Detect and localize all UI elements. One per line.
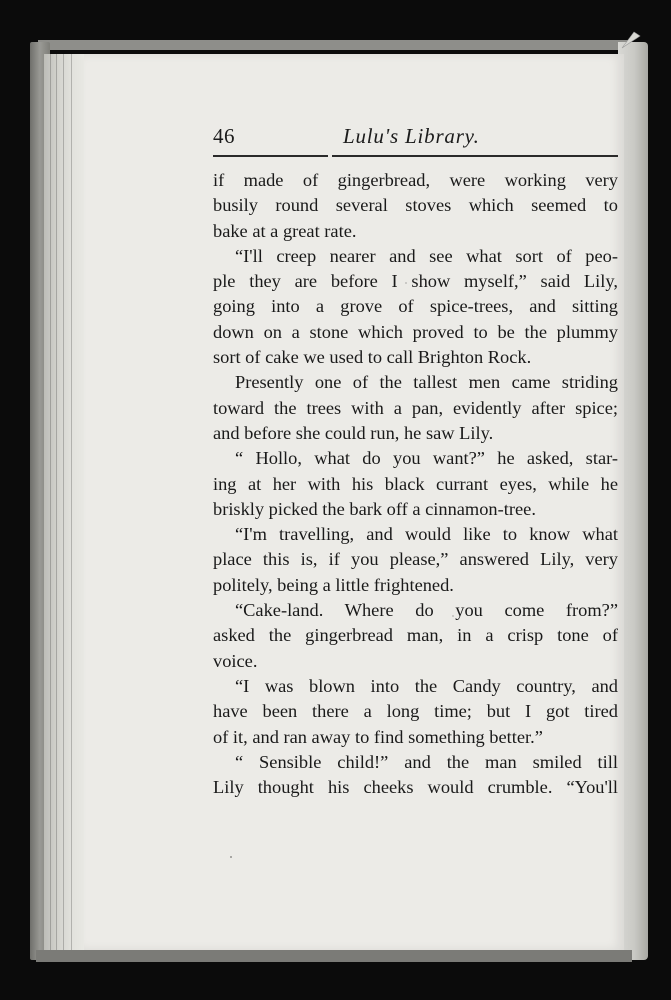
text-line: politely, being a little frightened. — [213, 574, 454, 595]
text-line: Lily thought his cheeks would crumble. “You'll — [213, 777, 618, 798]
text-line: place this is, if you please,” answered Lily, very — [213, 549, 618, 570]
body-text — [213, 168, 618, 800]
text-line: “I'm travelling, and would like to know what — [235, 524, 618, 545]
text-line: ing at her with his black currant eyes, while he — [213, 473, 618, 494]
text-line: down on a stone which proved to be the plummy — [213, 321, 618, 342]
text-line: toward the trees with a pan, evidently after spice; — [213, 397, 618, 418]
text-line: briskly picked the bark off a cinnamon-tree. — [213, 498, 536, 519]
text-line: if made of gingerbread, were working very — [213, 170, 618, 190]
book-cover-bottom-edge — [36, 950, 632, 962]
text-line: asked the gingerbread man, in a crisp tone of — [213, 625, 618, 646]
page-number: 46 — [213, 124, 235, 148]
paper-speck — [230, 856, 232, 858]
page-gutter — [44, 54, 84, 950]
running-title: Lulu's Library. — [343, 124, 480, 148]
running-head — [213, 118, 618, 148]
text-line: have been there a long time; but I got tired — [213, 701, 618, 722]
text-line: voice. — [213, 650, 258, 671]
paper-speck — [452, 615, 454, 617]
header-rule-left — [213, 155, 328, 157]
page-corner-curl — [620, 28, 642, 50]
text-line: “I was blown into the Candy country, and — [235, 675, 618, 696]
text-line: Presently one of the tallest men came striding — [235, 372, 618, 393]
text-line: sort of cake we used to call Brighton Rock. — [213, 347, 532, 368]
text-line: “ Hollo, what do you want?” he asked, star- — [235, 448, 618, 469]
text-line: bake at a great rate. — [213, 220, 357, 241]
paper-speck — [405, 282, 407, 284]
text-line: busily round several stoves which seemed to — [213, 195, 618, 216]
text-line: going into a grove of spice-trees, and sitting — [213, 296, 618, 317]
text-line: “I'll creep nearer and see what sort of peo- — [235, 245, 618, 266]
text-line: ple they are before I show myself,” said Lily, — [213, 271, 618, 292]
text-line: “ Sensible child!” and the man smiled till — [235, 751, 618, 772]
text-line: and before she could run, he saw Lily. — [213, 422, 494, 443]
text-line: of it, and ran away to find something better.” — [213, 726, 543, 747]
book-cover-top-edge — [38, 40, 628, 50]
text-line: “Cake-land. Where do you come from?” — [235, 600, 618, 621]
header-rule-right — [332, 155, 618, 157]
